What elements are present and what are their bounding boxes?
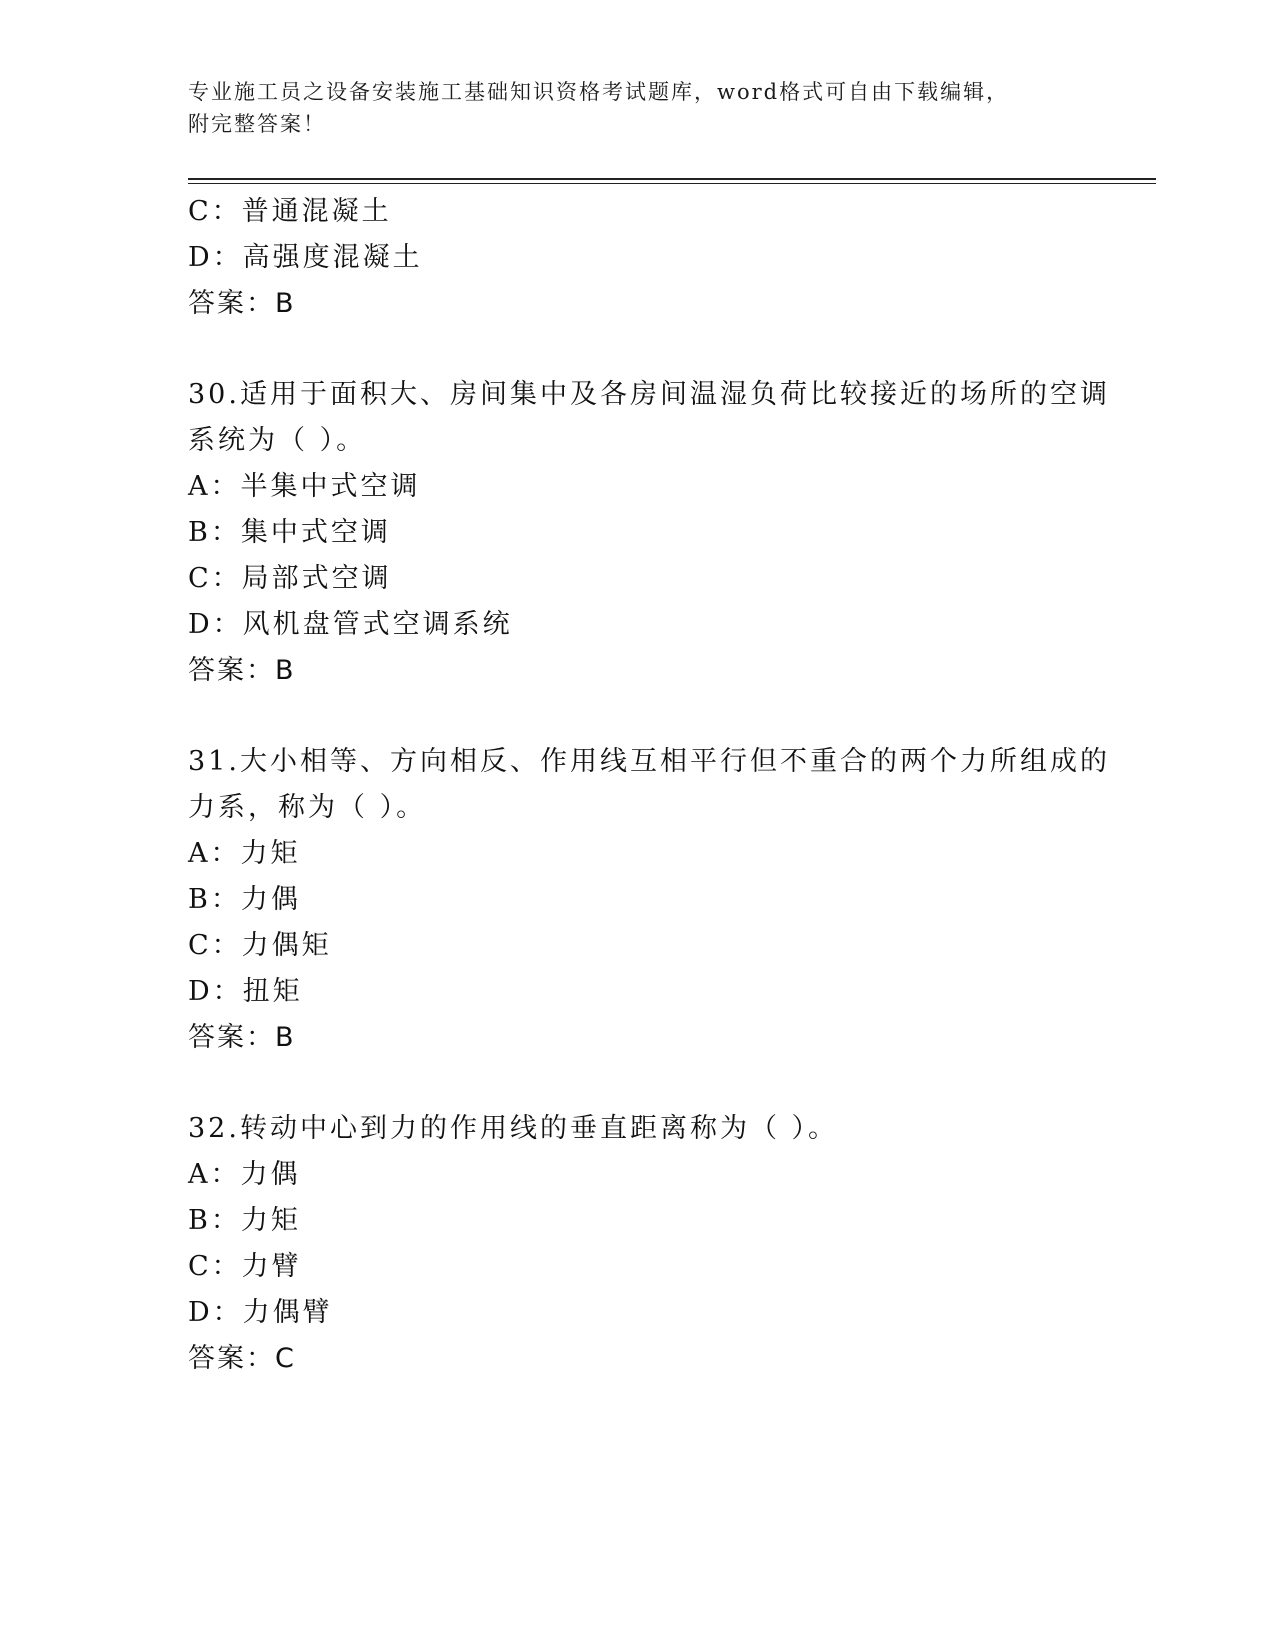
question-stem-line: 32.转动中心到力的作用线的垂直距离称为（ ）。 <box>188 1113 839 1144</box>
question-stem-line: 30.适用于面积大、房间集中及各房间温湿负荷比较接近的场所的空调 <box>188 379 1110 410</box>
option-d: D：扭矩 <box>188 976 303 1007</box>
option-d: D：风机盘管式空调系统 <box>188 609 513 640</box>
option-c: C：力偶矩 <box>188 930 332 961</box>
option-b: B：力偶 <box>188 884 301 915</box>
option-a: A：半集中式空调 <box>188 471 421 502</box>
option-a: A：力偶 <box>188 1159 301 1190</box>
question-spacer <box>188 1061 1108 1106</box>
header-divider-thick <box>188 178 1156 180</box>
question-spacer <box>188 327 1108 372</box>
question-29-continuation <box>188 189 1108 327</box>
answer-line: 答案：C <box>188 1343 296 1374</box>
question-stem-line: 31.大小相等、方向相反、作用线互相平行但不重合的两个力所组成的 <box>188 746 1110 777</box>
question-stem-line: 力系，称为（ ）。 <box>188 792 427 823</box>
answer-line: 答案：B <box>188 1022 296 1053</box>
question-list <box>188 189 1108 1382</box>
option-a: A：力矩 <box>188 838 301 869</box>
question-31 <box>188 739 1108 1061</box>
option-c: C：力臂 <box>188 1251 302 1282</box>
option-b: B：集中式空调 <box>188 517 391 548</box>
answer-line: 答案：B <box>188 288 296 319</box>
option-c: C：局部式空调 <box>188 563 392 594</box>
question-spacer <box>188 694 1108 739</box>
question-32 <box>188 1106 1108 1382</box>
question-30 <box>188 372 1108 694</box>
page-header <box>188 76 1088 140</box>
option-d: D：高强度混凝土 <box>188 242 423 273</box>
option-d: D：力偶臂 <box>188 1297 333 1328</box>
answer-line: 答案：B <box>188 655 296 686</box>
header-line-2: 附完整答案！ <box>188 112 326 136</box>
option-c: C：普通混凝土 <box>188 196 392 227</box>
header-line-1: 专业施工员之设备安装施工基础知识资格考试题库，word格式可自由下载编辑， <box>188 80 1010 104</box>
header-divider-thin <box>188 183 1156 184</box>
option-b: B：力矩 <box>188 1205 301 1236</box>
question-stem-line: 系统为（ ）。 <box>188 425 367 456</box>
